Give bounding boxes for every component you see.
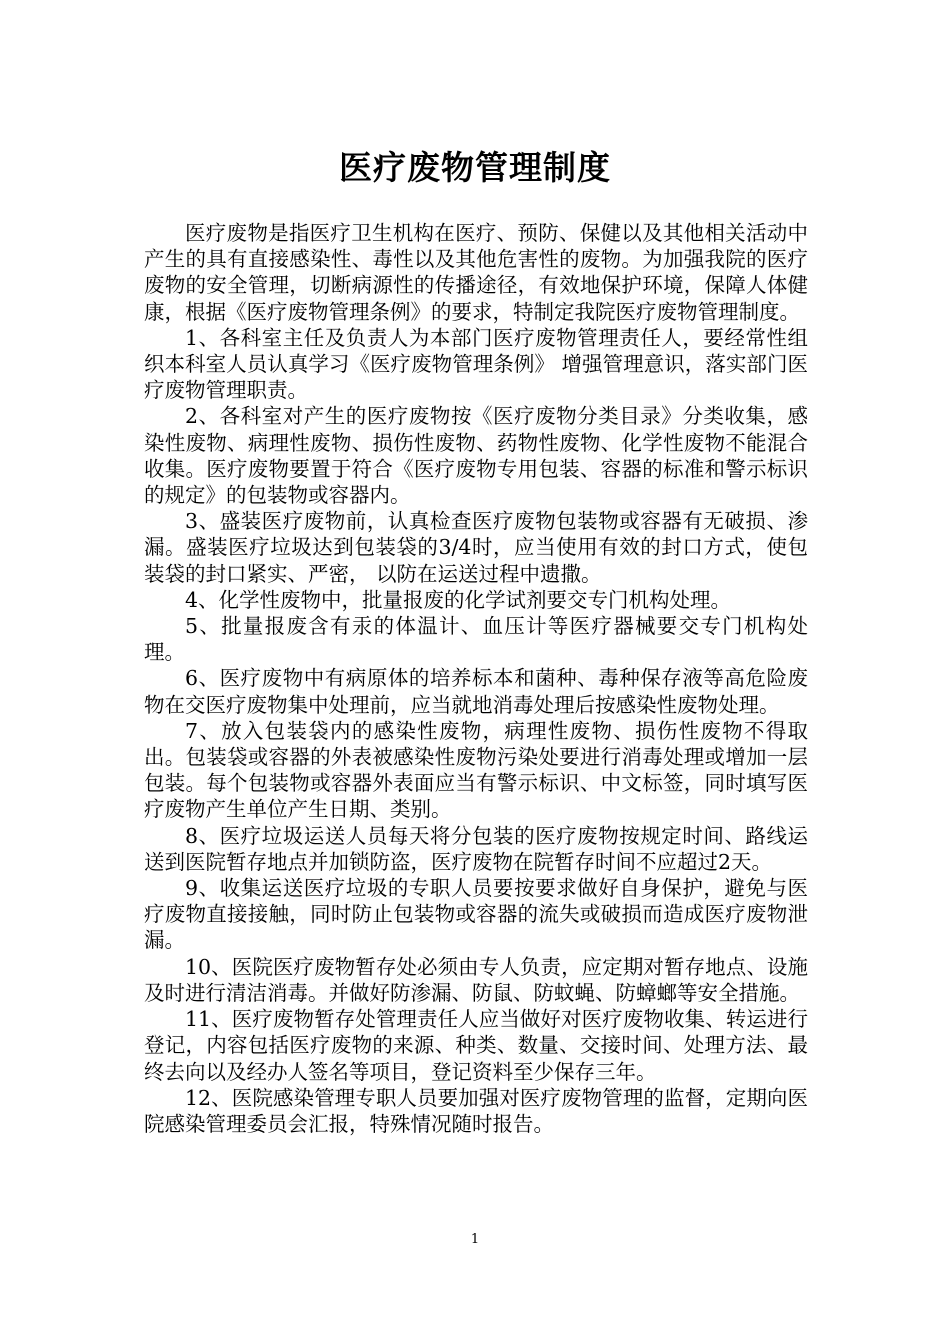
rule-paragraph-9: 9、收集运送医疗垃圾的专职人员要按要求做好自身保护，避免与医疗废物直接接触，同时防止包装物或容器的流失或破损而造成医疗废物泄漏。 [144,876,808,953]
rule-paragraph-11: 11、医疗废物暂存处管理责任人应当做好对医疗废物收集、转运进行登记，内容包括医疗废物的来源、种类、数量、交接时间、处理方法、最终去向以及经办人签名等项目，登记资料至少保存三年。 [144,1007,808,1084]
rule-paragraph-8: 8、医疗垃圾运送人员每天将分包装的医疗废物按规定时间、路线运送到医院暂存地点并加锁防盗，医疗废物在院暂存时间不应超过2天。 [144,823,808,874]
rule-paragraph-2: 2、各科室对产生的医疗废物按《医疗废物分类目录》分类收集，感染性废物、病理性废物、损伤性废物、药物性废物、化学性废物不能混合收集。医疗废物要置于符合《医疗废物专用包装、容器的标准和警示标识的规定》的包装物或容器内。 [144,404,808,508]
document-title: 医疗废物管理制度 [339,148,611,187]
document-body [144,220,808,1137]
rule-paragraph-6: 6、医疗废物中有病原体的培养标本和菌种、毒种保存液等高危险废物在交医疗废物集中处理前，应当就地消毒处理后按感染性废物处理。 [144,666,808,717]
rule-paragraph-12: 12、医院感染管理专职人员要加强对医疗废物管理的监督，定期向医院感染管理委员会汇报，特殊情况随时报告。 [144,1085,808,1136]
page-number: 1 [470,1232,480,1247]
rule-paragraph-10: 10、医院医疗废物暂存处必须由专人负责，应定期对暂存地点、设施及时进行清洁消毒。并做好防渗漏、防鼠、防蚊蝇、防蟑螂等安全措施。 [144,954,808,1005]
rule-paragraph-3: 3、盛装医疗废物前，认真检查医疗废物包装物或容器有无破损、渗漏。盛装医疗垃圾达到包装袋的3/4时，应当使用有效的封口方式，使包装袋的封口紧实、严密， 以防在运送过程中遗撒。 [144,509,808,586]
rule-paragraph-5: 5、批量报废含有汞的体温计、血压计等医疗器械要交专门机构处理。 [144,614,808,665]
rule-paragraph-1: 1、各科室主任及负责人为本部门医疗废物管理责任人，要经常性组织本科室人员认真学习《医疗废物管理条例》 增强管理意识，落实部门医疗废物管理职责。 [144,325,808,403]
rule-paragraph-4: 4、化学性废物中，批量报废的化学试剂要交专门机构处理。 [185,587,732,612]
intro-paragraph: 医疗废物是指医疗卫生机构在医疗、预防、保健以及其他相关活动中产生的具有直接感染性、毒性以及其他危害性的废物。为加强我院的医疗废物的安全管理，切断病源性的传播途径，有效地保护环境，保障人体健康，根据《医疗废物管理条例》的要求，特制定我院医疗废物管理制度。 [144,221,808,324]
rule-paragraph-7: 7、放入包装袋内的感染性废物，病理性废物、损伤性废物不得取出。包装袋或容器的外表被感染性废物污染处要进行消毒处理或增加一层包装。每个包装物或容器外表面应当有警示标识、中文标签，同时填写医疗废物产生单位产生日期、类别。 [144,718,808,822]
